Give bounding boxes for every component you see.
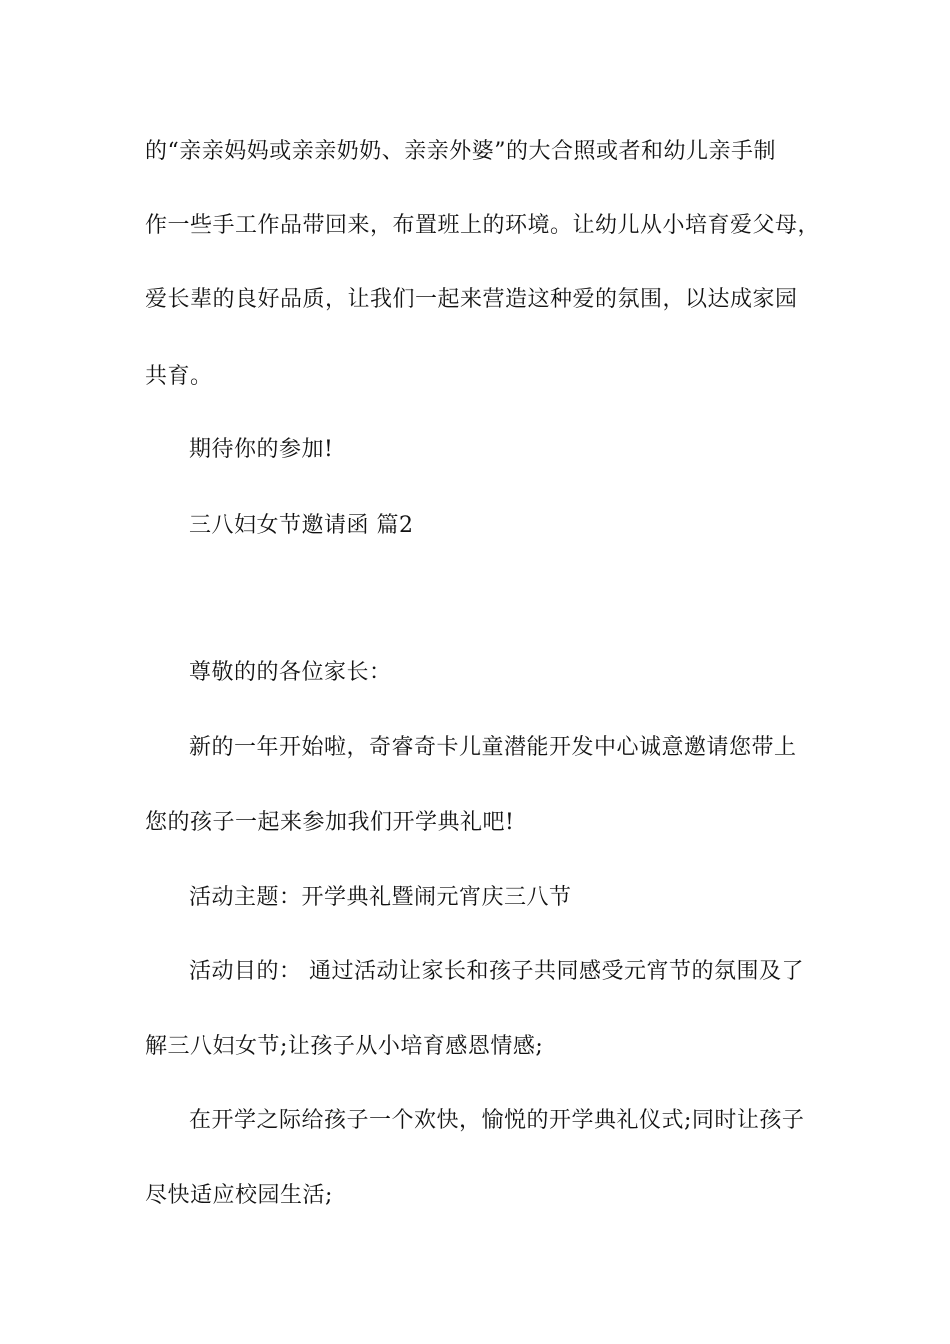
activity-purpose: 活动目的： 通过活动让家长和孩子共同感受元宵节的氛围及了: [189, 959, 804, 984]
paragraph-line: 在开学之际给孩子一个欢快，愉悦的开学典礼仪式;同时让孩子: [189, 1108, 805, 1133]
paragraph-line: 解三八妇女节;让孩子从小培育感恩情感;: [145, 1034, 544, 1059]
paragraph-line: 尽快适应校园生活;: [145, 1183, 333, 1208]
activity-theme: 活动主题：开学典礼暨闹元宵庆三八节: [189, 885, 572, 910]
paragraph-line: 您的孩子一起来参加我们开学典礼吧!: [145, 810, 515, 835]
paragraph-line: 共育。: [145, 364, 213, 389]
salutation: 尊敬的的各位家长：: [189, 660, 392, 685]
paragraph-line: 爱长辈的良好品质，让我们一起来营造这种爱的氛围，以达成家园: [145, 287, 798, 312]
paragraph-line: 的“亲亲妈妈或亲亲奶奶、亲亲外婆”的大合照或者和幼儿亲手制: [145, 139, 776, 164]
paragraph-line: 新的一年开始啦，奇睿奇卡儿童潜能开发中心诚意邀请您带上: [189, 735, 797, 760]
section-title: 三八妇女节邀请函 篇2: [189, 513, 414, 538]
paragraph-line: 作一些手工作品带回来，布置班上的环境。让幼儿从小培育爱父母，: [145, 213, 821, 238]
closing-line: 期待你的参加!: [189, 437, 334, 462]
